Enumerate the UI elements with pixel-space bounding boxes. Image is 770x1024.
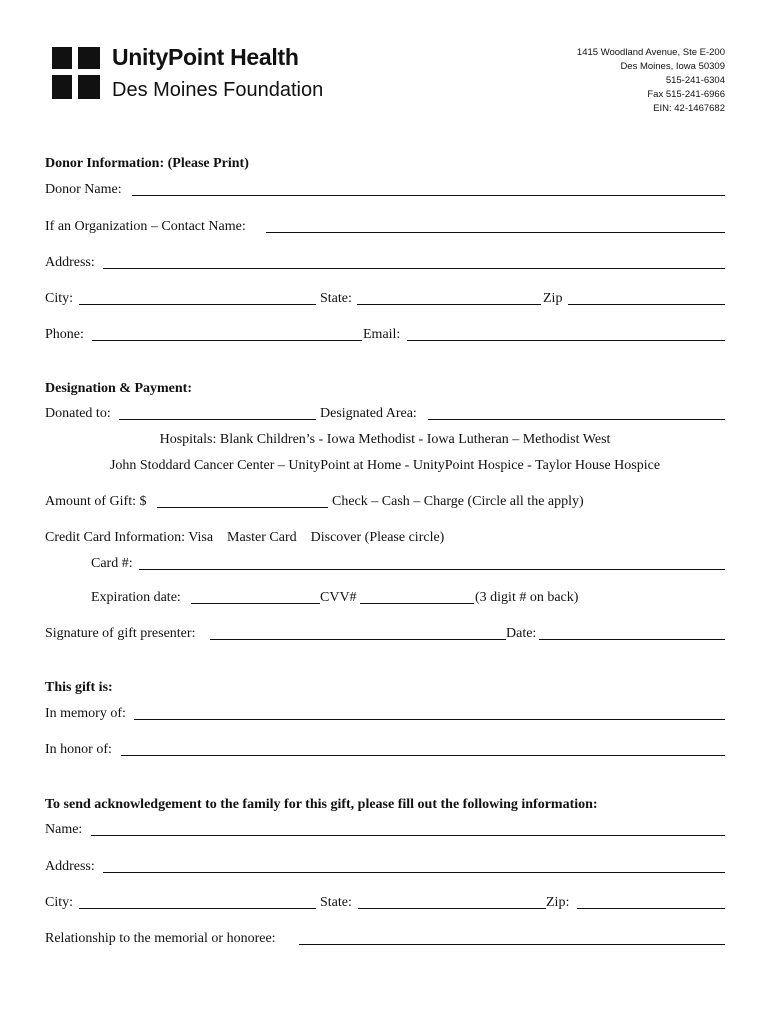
address-field[interactable] [103, 268, 725, 269]
ack-zip-label: Zip: [546, 895, 570, 910]
ack-state-field[interactable] [358, 908, 546, 909]
zip-field[interactable] [568, 304, 725, 305]
services-list: John Stoddard Cancer Center – UnityPoint at Home - UnityPoint Hospice - Taylor House Hospice [109, 458, 661, 473]
city-field[interactable] [79, 304, 316, 305]
card-number-label: Card #: [91, 556, 133, 571]
date-label: Date: [506, 626, 537, 641]
email-label: Email: [363, 327, 401, 342]
cvv-note: (3 digit # on back) [475, 590, 579, 605]
org-subname: Des Moines Foundation [112, 79, 324, 101]
honor-label: In honor of: [45, 742, 112, 757]
logo-mark [52, 47, 100, 99]
relationship-field[interactable] [299, 944, 725, 945]
donor-name-field[interactable] [132, 195, 725, 196]
designated-area-label: Designated Area: [320, 406, 417, 421]
ack-name-label: Name: [45, 822, 83, 837]
credit-card-info[interactable]: Credit Card Information: Visa Master Card Discover (Please circle) [45, 530, 445, 545]
state-field[interactable] [357, 304, 541, 305]
address-label: Address: [45, 255, 95, 270]
donor-heading: Donor Information: (Please Print) [45, 156, 249, 171]
signature-field[interactable] [210, 639, 506, 640]
card-number-field[interactable] [139, 569, 725, 570]
relationship-label: Relationship to the memorial or honoree: [45, 931, 276, 946]
designated-area-field[interactable] [428, 419, 725, 420]
ack-address-label: Address: [45, 859, 95, 874]
memory-label: In memory of: [45, 706, 126, 721]
email-field[interactable] [407, 340, 725, 341]
donor-name-label: Donor Name: [45, 182, 122, 197]
memory-field[interactable] [134, 719, 725, 720]
donated-to-field[interactable] [119, 419, 316, 420]
ack-city-label: City: [45, 895, 74, 910]
donated-to-label: Donated to: [45, 406, 111, 421]
honor-field[interactable] [121, 755, 725, 756]
org-contact-label: If an Organization – Contact Name: [45, 219, 246, 234]
amount-field[interactable] [157, 507, 328, 508]
address-line-1: 1415 Woodland Avenue, Ste E-200 [576, 47, 725, 58]
ack-address-field[interactable] [103, 872, 725, 873]
signature-label: Signature of gift presenter: [45, 626, 196, 641]
address-phone: 515-241-6304 [665, 75, 725, 86]
date-field[interactable] [539, 639, 725, 640]
ack-heading: To send acknowledgement to the family for this gift, please fill out the following information: [45, 797, 598, 812]
org-contact-field[interactable] [266, 232, 725, 233]
ack-state-label: State: [320, 895, 352, 910]
address-ein: EIN: 42-1467682 [653, 103, 725, 114]
payment-heading: Designation & Payment: [45, 381, 192, 396]
org-address [577, 46, 725, 116]
cvv-label: CVV# [320, 590, 357, 605]
cvv-field[interactable] [360, 603, 474, 604]
ack-zip-field[interactable] [577, 908, 725, 909]
org-name: UnityPoint Health [112, 44, 299, 70]
phone-field[interactable] [92, 340, 362, 341]
expiration-label: Expiration date: [91, 590, 181, 605]
ack-name-field[interactable] [91, 835, 725, 836]
gift-heading: This gift is: [45, 680, 113, 695]
ack-city-field[interactable] [79, 908, 316, 909]
address-line-2: Des Moines, Iowa 50309 [620, 61, 725, 72]
state-label: State: [320, 291, 352, 306]
hospitals-list: Hospitals: Blank Children’s - Iowa Methodist - Iowa Lutheran – Methodist West [159, 432, 611, 447]
expiration-field[interactable] [191, 603, 320, 604]
phone-label: Phone: [45, 327, 84, 342]
city-label: City: [45, 291, 74, 306]
payment-method[interactable]: Check – Cash – Charge (Circle all the apply) [332, 494, 584, 509]
amount-label: Amount of Gift: $ [45, 494, 147, 509]
zip-label: Zip [543, 291, 563, 306]
address-fax: Fax 515-241-6966 [647, 89, 725, 100]
